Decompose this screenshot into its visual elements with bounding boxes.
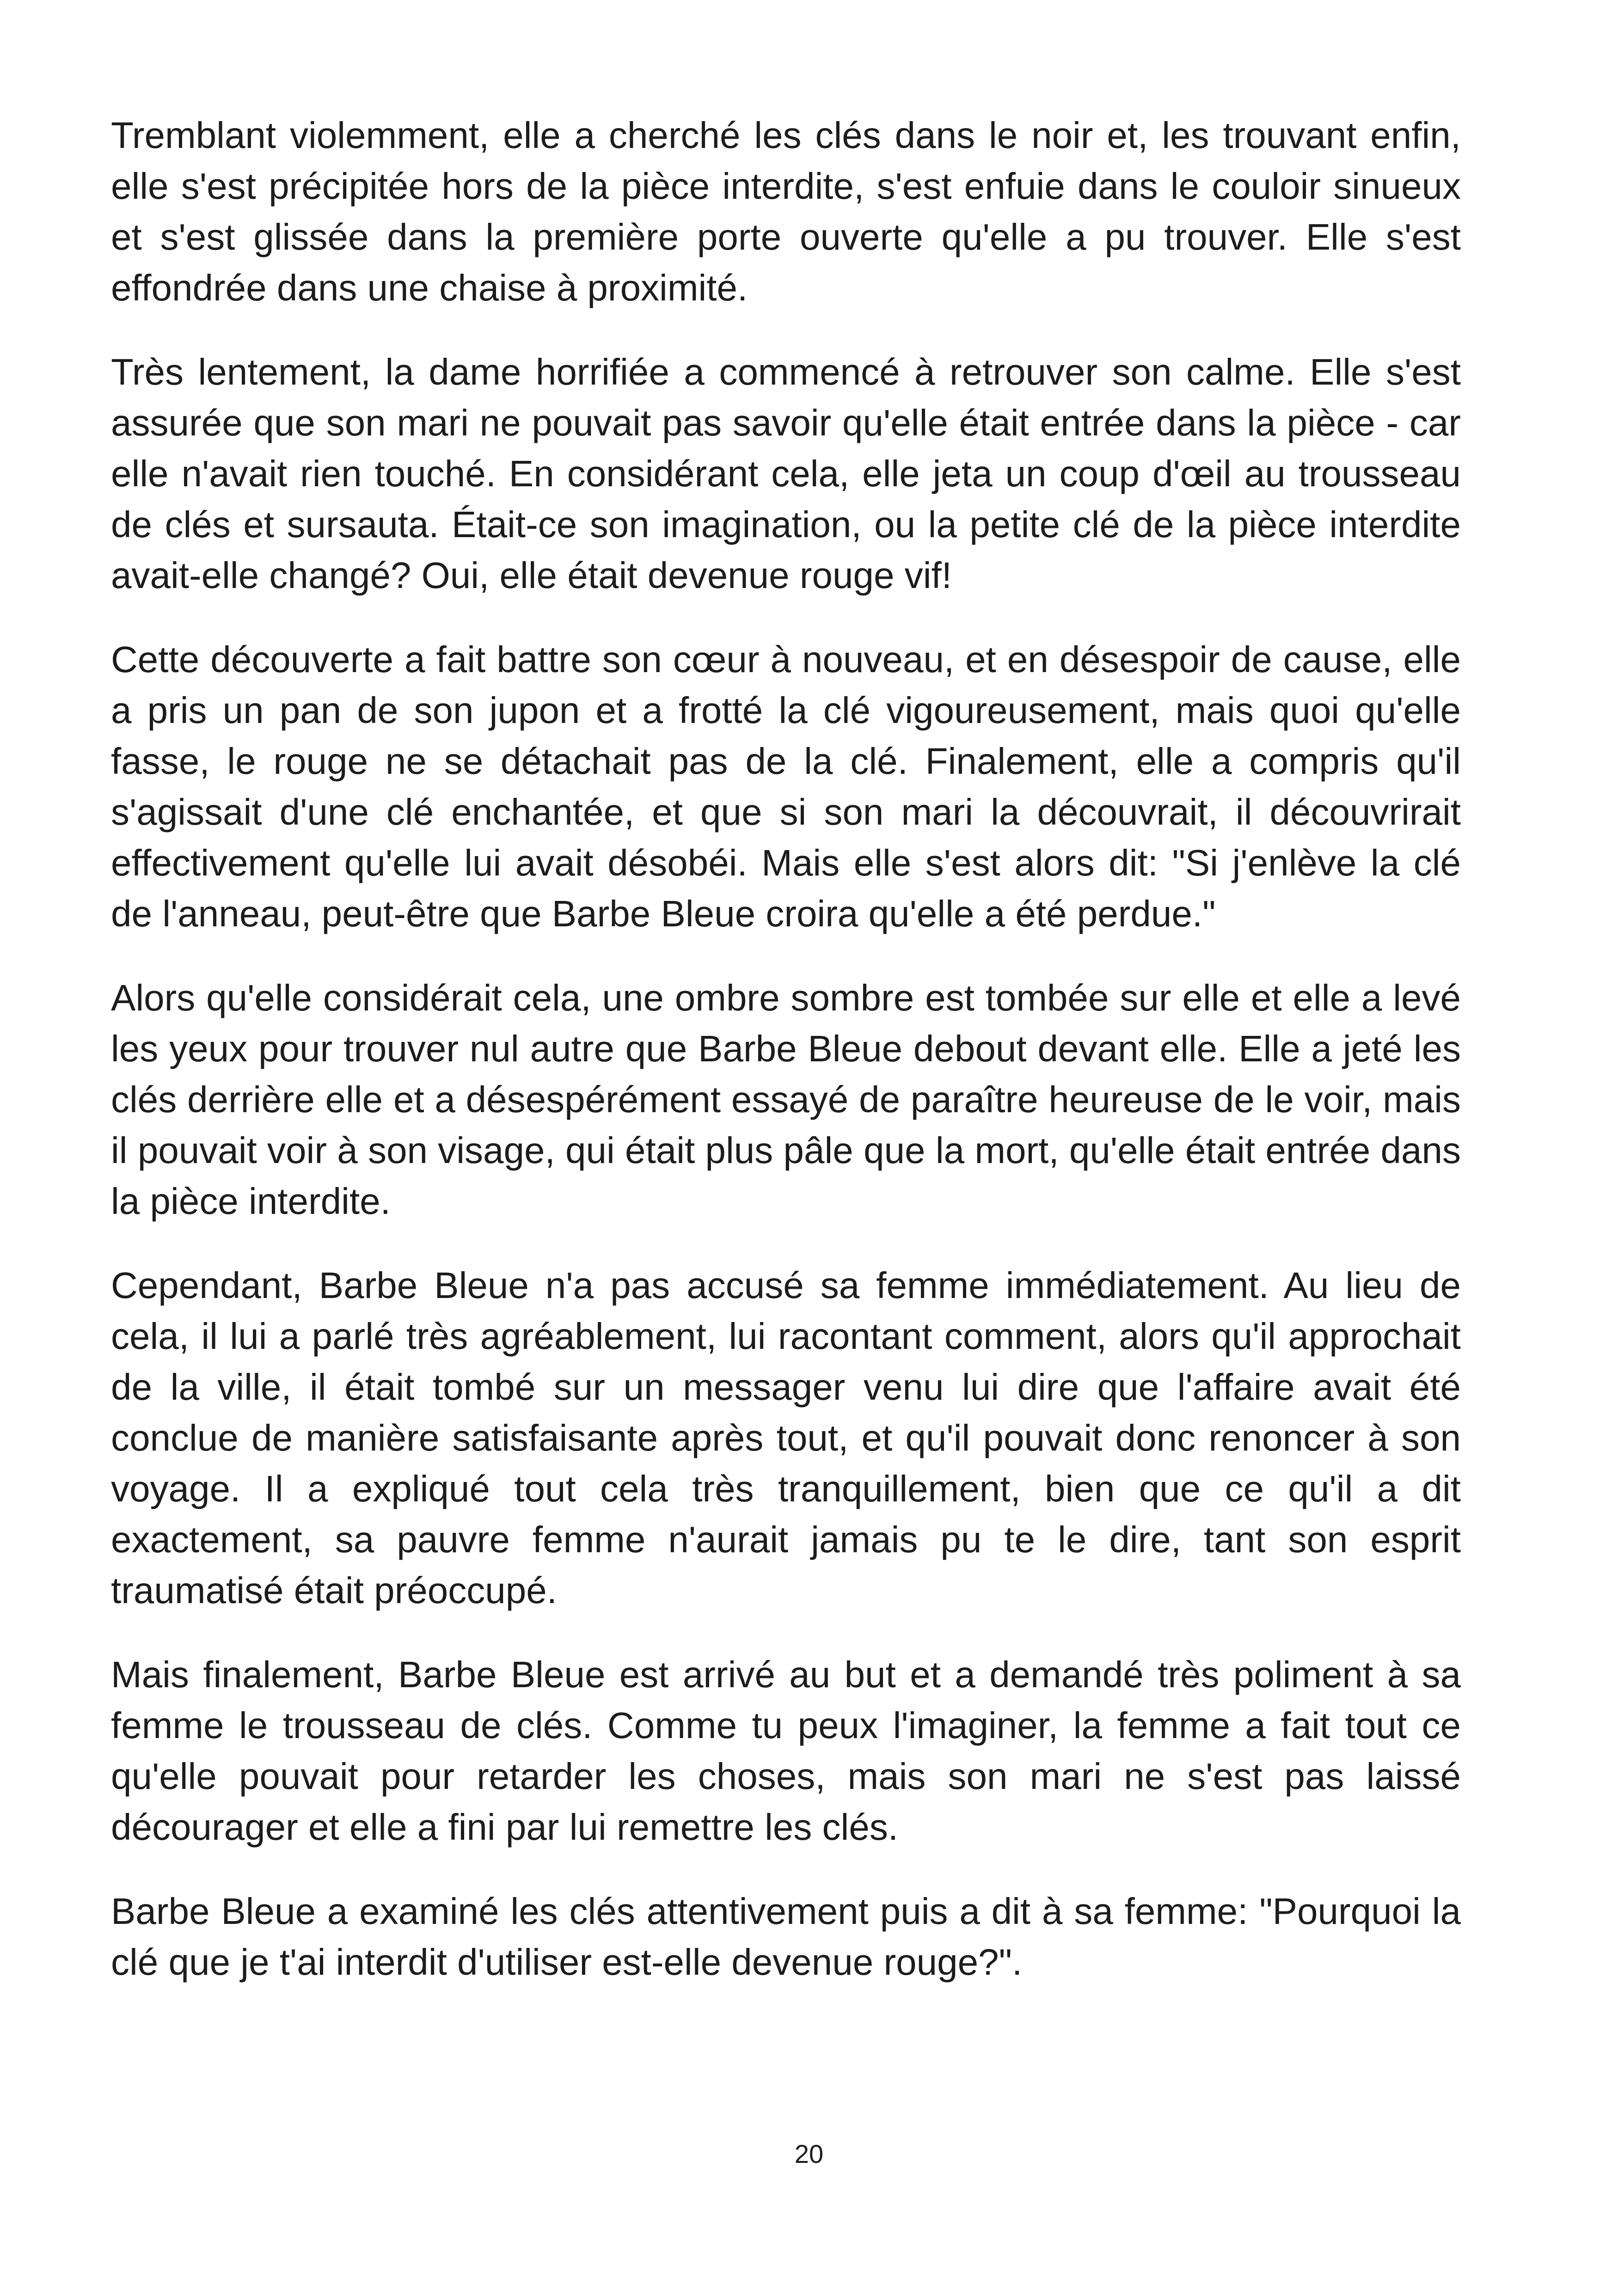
paragraph-3: Cette découverte a fait battre son cœur à nouveau, et en désespoir de cause, elle a pris un pan de son jupon et a frotté la clé vigoureusement, mais quoi qu'elle fasse, le rouge ne se détachait pas de la clé. Finalement, elle a compris qu'il s'agissait d'une clé enchantée, et que si son mari la découvrait, il découvrirait effectivement qu'elle lui avait désobéi. Mais elle s'est alors dit: "Si j'enlève la clé de l'anneau, peut-être que Barbe Bleue croira qu'elle a été perdue." [111,639,1461,934]
page-body [111,110,1461,2021]
paragraph-2: Très lentement, la dame horrifiée a commencé à retrouver son calme. Elle s'est assurée que son mari ne pouvait pas savoir qu'elle était entrée dans la pièce - car elle n'avait rien touché. En considérant cela, elle jeta un coup d'œil au trousseau de clés et sursauta. Était-ce son imagination, ou la petite clé de la pièce interdite avait-elle changé? Oui, elle était devenue rouge vif! [111,351,1461,596]
paragraph-7: Barbe Bleue a examiné les clés attentivement puis a dit à sa femme: "Pourquoi la clé que je t'ai interdit d'utiliser est-elle devenue rouge?". [111,1891,1461,1983]
paragraph-6: Mais finalement, Barbe Bleue est arrivé au but et a demandé très poliment à sa femme le trousseau de clés. Comme tu peux l'imaginer, la femme a fait tout ce qu'elle pouvait pour retarder les choses, mais son mari ne s'est pas laissé décourager et elle a fini par lui remettre les clés. [111,1654,1461,1848]
paragraph-5: Cependant, Barbe Bleue n'a pas accusé sa femme immédiatement. Au lieu de cela, il lui a parlé très agréablement, lui racontant comment, alors qu'il approchait de la ville, il était tombé sur un messager venu lui dire que l'affaire avait été conclue de manière satisfaisante après tout, et qu'il pouvait donc renoncer à son voyage. Il a expliqué tout cela très tranquillement, bien que ce qu'il a dit exactement, sa pauvre femme n'aurait jamais pu te le dire, tant son esprit traumatisé était préoccupé. [111,1265,1461,1611]
paragraph-1: Tremblant violemment, elle a cherché les clés dans le noir et, les trouvant enfin, elle s'est précipitée hors de la pièce interdite, s'est enfuie dans le couloir sinueux et s'est glissée dans la première porte ouverte qu'elle a pu trouver. Elle s'est effondrée dans une chaise à proximité. [111,115,1461,308]
page-number: 20 [794,2139,824,2168]
paragraph-4: Alors qu'elle considérait cela, une ombre sombre est tombée sur elle et elle a levé les yeux pour trouver nul autre que Barbe Bleue debout devant elle. Elle a jeté les clés derrière elle et a désespérément essayé de paraître heureuse de le voir, mais il pouvait voir à son visage, qui était plus pâle que la mort, qu'elle était entrée dans la pièce interdite. [111,977,1461,1222]
